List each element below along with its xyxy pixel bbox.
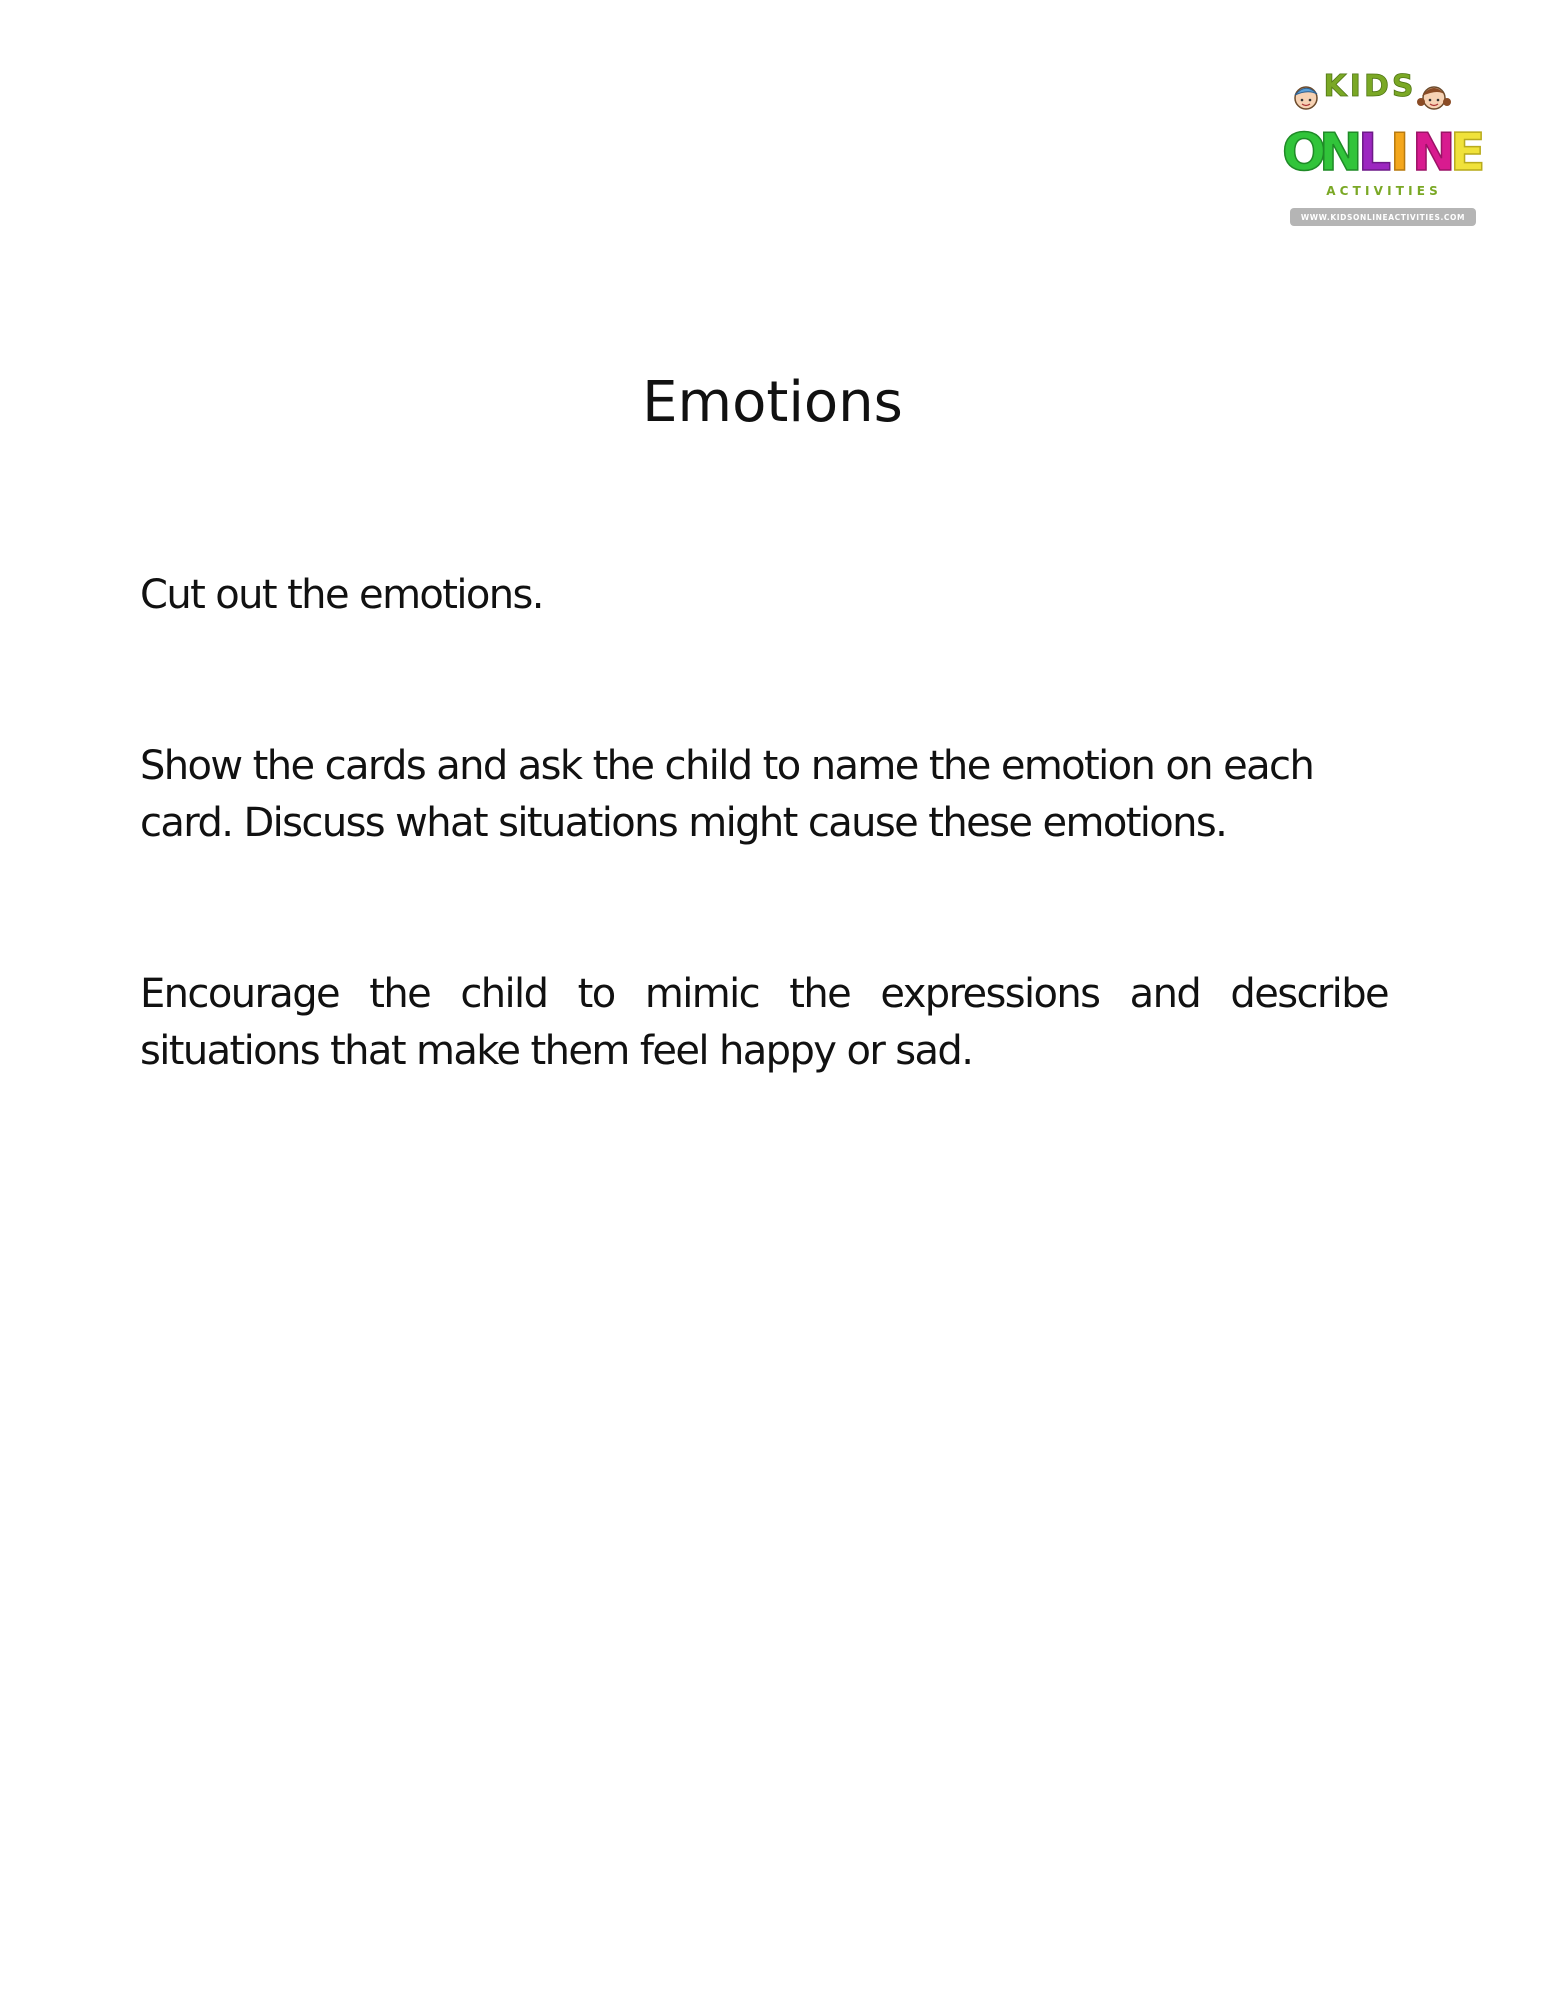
kids-online-activities-logo bbox=[1262, 62, 1512, 237]
page-title: Emotions bbox=[642, 370, 903, 435]
logo-activities-text: A C T I V I T I E S bbox=[1326, 184, 1438, 198]
logo-online-letter: L bbox=[1358, 123, 1392, 183]
logo-url-badge bbox=[1290, 208, 1476, 226]
logo-kids-text: KIDS bbox=[1323, 69, 1417, 104]
instruction-paragraph: Encourage the child to mimic the expressions and describe situations that make them feel happy or sad. bbox=[140, 971, 1388, 1074]
logo-online-letter: N bbox=[1319, 123, 1363, 183]
logo-online-letter: O bbox=[1282, 123, 1327, 183]
logo-online-letter: E bbox=[1450, 123, 1486, 183]
girl-face-icon bbox=[1417, 87, 1451, 109]
logo-url-text: WWW.KIDSONLINEACTIVITIES.COM bbox=[1300, 212, 1466, 222]
logo-online-letter: N bbox=[1412, 123, 1456, 183]
logo-online-letter: I bbox=[1390, 123, 1410, 183]
instruction-paragraph: Show the cards and ask the child to name the emotion on each card. Discuss what situations might cause these emotions. bbox=[140, 743, 1314, 846]
boy-face-icon bbox=[1295, 87, 1317, 109]
instruction-paragraph: Cut out the emotions. bbox=[140, 572, 543, 618]
